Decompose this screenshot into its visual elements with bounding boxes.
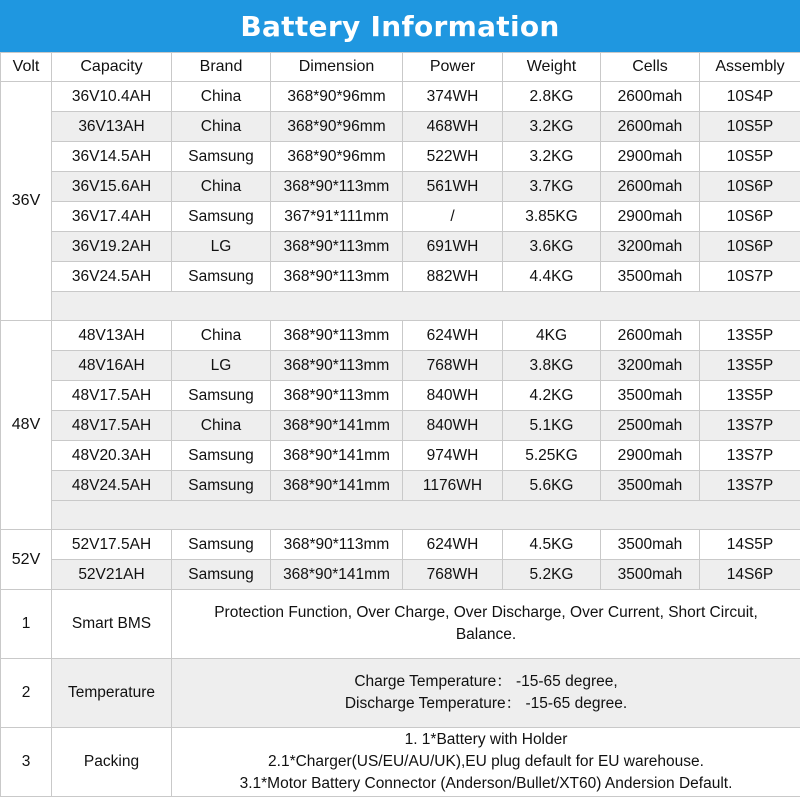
- header-weight: Weight: [503, 53, 601, 82]
- weight-cell: 5.6KG: [503, 471, 601, 501]
- assembly-cell: 14S6P: [700, 560, 800, 590]
- dimension-cell: 368*90*96mm: [271, 142, 403, 172]
- info-line: 2.1*Charger(US/EU/AU/UK),EU plug default for EU warehouse.: [268, 753, 704, 770]
- power-cell: 768WH: [403, 560, 503, 590]
- header-volt: Volt: [1, 53, 52, 82]
- info-line: 3.1*Motor Battery Connector (Anderson/Bullet/XT60) Andersion Default.: [239, 775, 733, 792]
- header-assembly: Assembly: [700, 53, 800, 82]
- dimension-cell: 368*90*141mm: [271, 560, 403, 590]
- table-row: [1, 381, 800, 411]
- table-row: [1, 560, 800, 590]
- info-number: 2: [1, 659, 52, 728]
- info-description: [172, 590, 800, 659]
- cells-cell: 2600mah: [601, 172, 700, 202]
- brand-cell: China: [172, 112, 271, 142]
- cells-cell: 3200mah: [601, 232, 700, 262]
- capacity-cell: 48V20.3AH: [52, 441, 172, 471]
- power-cell: 882WH: [403, 262, 503, 292]
- table-row: [1, 441, 800, 471]
- page-title: Battery Information: [0, 0, 800, 52]
- weight-cell: 3.2KG: [503, 112, 601, 142]
- capacity-cell: 52V17.5AH: [52, 530, 172, 560]
- power-cell: 768WH: [403, 351, 503, 381]
- dimension-cell: 368*90*141mm: [271, 471, 403, 501]
- assembly-cell: 10S7P: [700, 262, 800, 292]
- info-row: [1, 590, 800, 659]
- weight-cell: 5.25KG: [503, 441, 601, 471]
- capacity-cell: 48V13AH: [52, 321, 172, 351]
- assembly-cell: 13S5P: [700, 321, 800, 351]
- brand-cell: China: [172, 321, 271, 351]
- volt-cell: 52V: [1, 530, 52, 590]
- capacity-cell: 36V24.5AH: [52, 262, 172, 292]
- table-row: [1, 530, 800, 560]
- cells-cell: 2600mah: [601, 82, 700, 112]
- capacity-cell: 48V17.5AH: [52, 411, 172, 441]
- cells-cell: 2600mah: [601, 321, 700, 351]
- info-line: Balance.: [455, 626, 517, 643]
- brand-cell: Samsung: [172, 560, 271, 590]
- cells-cell: 3500mah: [601, 381, 700, 411]
- power-cell: 1176WH: [403, 471, 503, 501]
- capacity-cell: 48V16AH: [52, 351, 172, 381]
- cells-cell: 3500mah: [601, 471, 700, 501]
- dimension-cell: 368*90*113mm: [271, 321, 403, 351]
- dimension-cell: 368*90*113mm: [271, 530, 403, 560]
- weight-cell: 3.6KG: [503, 232, 601, 262]
- table-row: [1, 411, 800, 441]
- info-line: Protection Function, Over Charge, Over Discharge, Over Current, Short Circuit,: [214, 604, 758, 621]
- info-number: 1: [1, 590, 52, 659]
- info-row: [1, 728, 800, 797]
- spacer-cell: [52, 292, 800, 321]
- capacity-cell: 48V24.5AH: [52, 471, 172, 501]
- brand-cell: Samsung: [172, 262, 271, 292]
- weight-cell: 4.4KG: [503, 262, 601, 292]
- dimension-cell: 368*90*113mm: [271, 172, 403, 202]
- power-cell: 840WH: [403, 381, 503, 411]
- brand-cell: Samsung: [172, 202, 271, 232]
- assembly-cell: 10S5P: [700, 112, 800, 142]
- weight-cell: 4.5KG: [503, 530, 601, 560]
- assembly-cell: 13S5P: [700, 351, 800, 381]
- assembly-cell: 10S6P: [700, 202, 800, 232]
- weight-cell: 4KG: [503, 321, 601, 351]
- assembly-cell: 10S6P: [700, 232, 800, 262]
- brand-cell: Samsung: [172, 381, 271, 411]
- spacer-cell: [52, 501, 800, 530]
- header-cells: Cells: [601, 53, 700, 82]
- weight-cell: 5.2KG: [503, 560, 601, 590]
- table-row: [1, 172, 800, 202]
- table-row: [1, 262, 800, 292]
- table-row: [1, 142, 800, 172]
- capacity-cell: 36V15.6AH: [52, 172, 172, 202]
- capacity-cell: 36V13AH: [52, 112, 172, 142]
- header-row: [1, 53, 800, 82]
- info-label: Smart BMS: [52, 590, 172, 659]
- assembly-cell: 10S5P: [700, 142, 800, 172]
- table-row: [1, 471, 800, 501]
- cells-cell: 2600mah: [601, 112, 700, 142]
- capacity-cell: 52V21AH: [52, 560, 172, 590]
- weight-cell: 3.85KG: [503, 202, 601, 232]
- cells-cell: 3500mah: [601, 262, 700, 292]
- cells-cell: 3500mah: [601, 530, 700, 560]
- power-cell: 624WH: [403, 530, 503, 560]
- capacity-cell: 36V14.5AH: [52, 142, 172, 172]
- capacity-cell: 36V19.2AH: [52, 232, 172, 262]
- table-row: [1, 232, 800, 262]
- cells-cell: 2900mah: [601, 441, 700, 471]
- dimension-cell: 368*90*113mm: [271, 381, 403, 411]
- header-power: Power: [403, 53, 503, 82]
- assembly-cell: 10S4P: [700, 82, 800, 112]
- info-label: Temperature: [52, 659, 172, 728]
- table-row: [1, 82, 800, 112]
- capacity-cell: 36V10.4AH: [52, 82, 172, 112]
- info-line: Discharge Temperature： -15-65 degree.: [344, 695, 628, 712]
- header-capacity: Capacity: [52, 53, 172, 82]
- weight-cell: 5.1KG: [503, 411, 601, 441]
- header-dimension: Dimension: [271, 53, 403, 82]
- table-row: [1, 112, 800, 142]
- volt-cell: 48V: [1, 321, 52, 530]
- info-line: 1. 1*Battery with Holder: [404, 731, 568, 748]
- info-description: [172, 659, 800, 728]
- dimension-cell: 368*90*96mm: [271, 82, 403, 112]
- assembly-cell: 13S7P: [700, 441, 800, 471]
- capacity-cell: 48V17.5AH: [52, 381, 172, 411]
- info-number: 3: [1, 728, 52, 797]
- group-spacer: [1, 501, 800, 530]
- assembly-cell: 13S7P: [700, 411, 800, 441]
- power-cell: 840WH: [403, 411, 503, 441]
- assembly-cell: 13S7P: [700, 471, 800, 501]
- info-row: [1, 659, 800, 728]
- table-row: [1, 351, 800, 381]
- dimension-cell: 367*91*111mm: [271, 202, 403, 232]
- header-brand: Brand: [172, 53, 271, 82]
- power-cell: 974WH: [403, 441, 503, 471]
- cells-cell: 3200mah: [601, 351, 700, 381]
- dimension-cell: 368*90*96mm: [271, 112, 403, 142]
- dimension-cell: 368*90*141mm: [271, 411, 403, 441]
- assembly-cell: 13S5P: [700, 381, 800, 411]
- assembly-cell: 14S5P: [700, 530, 800, 560]
- power-cell: 561WH: [403, 172, 503, 202]
- brand-cell: Samsung: [172, 471, 271, 501]
- battery-table: [0, 52, 800, 797]
- brand-cell: LG: [172, 351, 271, 381]
- weight-cell: 4.2KG: [503, 381, 601, 411]
- cells-cell: 3500mah: [601, 560, 700, 590]
- weight-cell: 3.8KG: [503, 351, 601, 381]
- dimension-cell: 368*90*113mm: [271, 232, 403, 262]
- cells-cell: 2900mah: [601, 202, 700, 232]
- info-label: Packing: [52, 728, 172, 797]
- brand-cell: Samsung: [172, 441, 271, 471]
- brand-cell: China: [172, 82, 271, 112]
- cells-cell: 2900mah: [601, 142, 700, 172]
- power-cell: 468WH: [403, 112, 503, 142]
- dimension-cell: 368*90*141mm: [271, 441, 403, 471]
- power-cell: 522WH: [403, 142, 503, 172]
- dimension-cell: 368*90*113mm: [271, 262, 403, 292]
- weight-cell: 2.8KG: [503, 82, 601, 112]
- brand-cell: China: [172, 172, 271, 202]
- table-row: [1, 202, 800, 232]
- brand-cell: LG: [172, 232, 271, 262]
- weight-cell: 3.2KG: [503, 142, 601, 172]
- table-row: [1, 321, 800, 351]
- power-cell: 624WH: [403, 321, 503, 351]
- power-cell: /: [403, 202, 503, 232]
- power-cell: 374WH: [403, 82, 503, 112]
- cells-cell: 2500mah: [601, 411, 700, 441]
- volt-cell: 36V: [1, 82, 52, 321]
- info-line: Charge Temperature： -15-65 degree,: [354, 673, 618, 690]
- info-description: [172, 728, 800, 797]
- capacity-cell: 36V17.4AH: [52, 202, 172, 232]
- weight-cell: 3.7KG: [503, 172, 601, 202]
- assembly-cell: 10S6P: [700, 172, 800, 202]
- group-spacer: [1, 292, 800, 321]
- brand-cell: Samsung: [172, 142, 271, 172]
- brand-cell: China: [172, 411, 271, 441]
- brand-cell: Samsung: [172, 530, 271, 560]
- dimension-cell: 368*90*113mm: [271, 351, 403, 381]
- power-cell: 691WH: [403, 232, 503, 262]
